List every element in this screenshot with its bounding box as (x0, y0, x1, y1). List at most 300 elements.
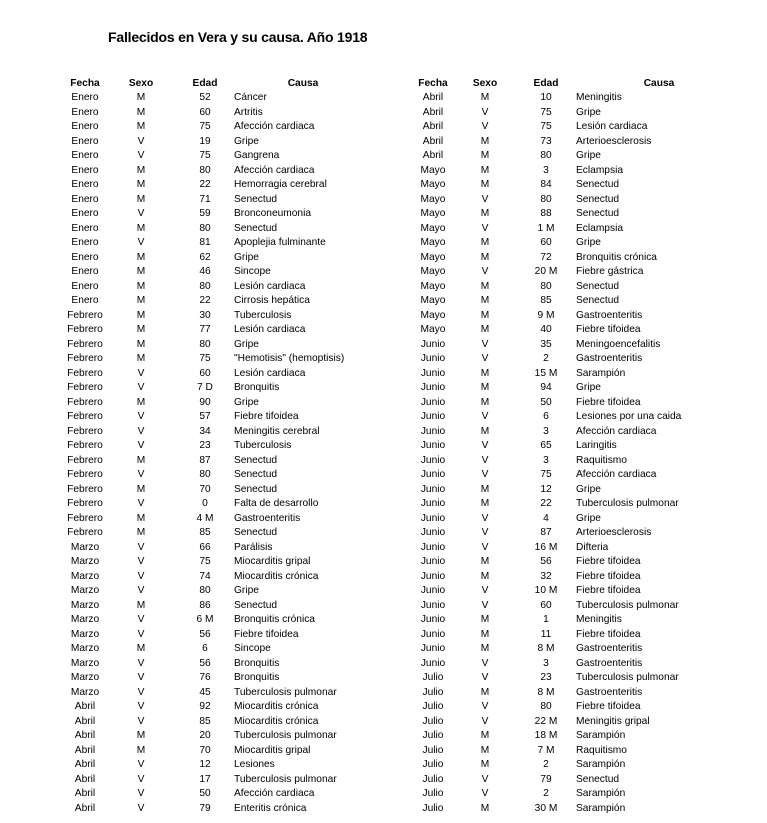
cell-edad: 50 (199, 788, 211, 799)
table-row (64, 744, 372, 759)
table-row (412, 758, 742, 773)
table-row (412, 294, 742, 309)
cell-edad: 57 (199, 411, 211, 422)
cell-sexo: M (480, 251, 490, 263)
cell-fecha: Febrero (67, 324, 103, 335)
cell-sexo: V (481, 106, 489, 118)
cell-causa: Miocarditis crónica (234, 570, 319, 582)
cell-edad: 56 (199, 657, 211, 669)
cell-fecha: Marzo (70, 672, 100, 683)
cell-edad: 75 (540, 121, 552, 132)
cell-edad: 2 (543, 759, 549, 770)
cell-fecha: Marzo (70, 657, 100, 669)
table-row (64, 338, 372, 353)
table-row (64, 686, 372, 701)
table-row (64, 367, 372, 382)
cell-sexo: V (137, 657, 145, 669)
cell-sexo: M (480, 628, 490, 640)
cell-fecha: Junio (420, 585, 446, 596)
cell-fecha: Febrero (67, 367, 103, 379)
cell-edad: 22 (540, 498, 552, 509)
table-row (64, 396, 372, 411)
cell-causa: Fiebre tifoidea (576, 570, 641, 582)
cell-sexo: M (480, 614, 490, 625)
table-row (412, 251, 742, 266)
cell-fecha: Junio (420, 657, 446, 669)
cell-sexo: M (480, 570, 490, 582)
cell-edad: 85 (199, 527, 211, 538)
cell-sexo: V (137, 208, 145, 219)
cell-causa: Fiebre gástrica (576, 266, 644, 277)
table-row (412, 454, 742, 469)
cell-fecha: Mayo (420, 193, 446, 205)
cell-sexo: M (136, 643, 146, 654)
cell-edad: 87 (540, 527, 552, 538)
cell-fecha: Julio (422, 686, 444, 698)
cell-causa: Senectud (234, 527, 278, 538)
cell-sexo: V (481, 222, 489, 234)
cell-causa: Gripe (234, 585, 259, 596)
cell-causa: Raquitismo (576, 454, 627, 466)
cell-fecha: Junio (420, 512, 446, 524)
cell-edad: 52 (199, 92, 211, 103)
cell-fecha: Febrero (67, 527, 103, 538)
cell-fecha: Mayo (420, 266, 446, 277)
table-row (412, 207, 742, 222)
cell-causa: Eclampsia (576, 164, 623, 176)
cell-sexo: V (137, 425, 145, 437)
table-row (412, 410, 742, 425)
cell-fecha: Febrero (67, 338, 103, 350)
cell-edad: 6 (543, 411, 549, 422)
table-row (64, 555, 372, 570)
table-row (64, 613, 372, 628)
cell-sexo: M (136, 744, 146, 756)
cell-sexo: V (481, 193, 489, 205)
cell-fecha: Junio (420, 527, 446, 538)
cell-sexo: M (480, 744, 490, 756)
cell-fecha: Junio (420, 440, 446, 451)
cell-sexo: V (481, 541, 489, 553)
cell-causa: Meningitis (576, 92, 622, 103)
cell-edad: 75 (540, 469, 552, 480)
cell-sexo: M (480, 179, 490, 190)
cell-causa: Gastroenteritis (576, 657, 643, 669)
cell-edad: 32 (540, 570, 552, 582)
cell-sexo: M (136, 179, 146, 190)
cell-sexo: V (137, 701, 145, 712)
cell-sexo: M (136, 295, 146, 306)
cell-edad: 46 (199, 266, 211, 277)
table-row (64, 526, 372, 541)
cell-sexo: M (480, 686, 490, 698)
cell-causa: Gripe (576, 150, 601, 161)
cell-fecha: Enero (71, 222, 99, 234)
cell-fecha: Enero (71, 280, 99, 292)
cell-sexo: V (137, 788, 145, 799)
cell-sexo: M (136, 338, 146, 350)
cell-sexo: V (137, 614, 145, 625)
cell-causa: Fiebre tifoidea (576, 324, 641, 335)
cell-causa: Bronquitis (234, 382, 280, 393)
cell-edad: 20 (199, 730, 211, 741)
cell-fecha: Abril (74, 773, 96, 785)
table-row (412, 468, 742, 483)
table-row (64, 439, 372, 454)
cell-edad: 1 M (537, 222, 555, 234)
cell-causa: Afección cardiaca (234, 164, 315, 176)
header-sexo: Sexo (128, 78, 154, 89)
cell-causa: Gripe (234, 251, 259, 263)
cell-sexo: V (137, 440, 145, 451)
cell-causa: Gripe (234, 135, 259, 147)
cell-causa: Sincope (234, 266, 271, 277)
cell-causa: Bronconeumonia (234, 208, 312, 219)
cell-causa: Fiebre tifoidea (576, 628, 641, 640)
cell-edad: 4 M (196, 512, 214, 524)
cell-causa: Senectud (234, 454, 278, 466)
cell-causa: Apoplejia fulminante (234, 237, 326, 248)
table-row (64, 178, 372, 193)
table-row (64, 236, 372, 251)
cell-sexo: V (481, 469, 489, 480)
cell-sexo: V (137, 759, 145, 770)
cell-causa: Bronquitis (234, 672, 280, 683)
table-row (64, 599, 372, 614)
cell-causa: Gripe (576, 237, 601, 248)
table-row (412, 787, 742, 802)
cell-causa: Afección cardiaca (576, 469, 657, 480)
cell-edad: 65 (540, 440, 552, 451)
cell-edad: 20 M (534, 266, 558, 277)
cell-causa: Parálisis (234, 541, 273, 553)
cell-edad: 90 (199, 396, 211, 408)
cell-edad: 60 (540, 237, 552, 248)
cell-sexo: M (136, 527, 146, 538)
cell-edad: 76 (199, 672, 211, 683)
cell-fecha: Marzo (70, 614, 100, 625)
header-fecha: Fecha (70, 78, 100, 89)
cell-fecha: Mayo (420, 280, 446, 292)
cell-causa: Artritis (234, 106, 263, 118)
table-row (64, 497, 372, 512)
cell-edad: 60 (540, 599, 552, 611)
cell-edad: 72 (540, 251, 552, 263)
cell-sexo: V (137, 585, 145, 596)
cell-causa: Difteria (576, 541, 609, 553)
cell-causa: Tuberculosis pulmonar (576, 498, 679, 509)
table-row (64, 193, 372, 208)
cell-fecha: Junio (420, 382, 446, 393)
cell-causa: Gripe (576, 512, 601, 524)
cell-causa: Sincope (234, 643, 271, 654)
cell-fecha: Febrero (67, 512, 103, 524)
cell-causa: Bronquitis crónica (576, 251, 657, 263)
cell-fecha: Abril (74, 759, 96, 770)
table-row (412, 265, 742, 280)
cell-sexo: M (136, 266, 146, 277)
cell-causa: Enteritis crónica (234, 802, 307, 814)
cell-causa: Senectud (576, 295, 620, 306)
cell-edad: 1 (543, 614, 549, 625)
cell-fecha: Marzo (70, 585, 100, 596)
cell-sexo: V (481, 773, 489, 785)
cell-edad: 56 (540, 556, 552, 567)
cell-sexo: M (136, 193, 146, 205)
table-row (412, 135, 742, 150)
cell-fecha: Marzo (70, 570, 100, 582)
cell-edad: 34 (199, 425, 211, 437)
header-causa: Causa (287, 78, 319, 89)
cell-sexo: V (481, 440, 489, 451)
cell-causa: Arterioesclerosis (576, 527, 652, 538)
cell-sexo: M (480, 498, 490, 509)
cell-fecha: Junio (420, 614, 446, 625)
cell-fecha: Junio (420, 454, 446, 466)
cell-fecha: Mayo (420, 237, 446, 248)
cell-edad: 3 (543, 425, 549, 437)
cell-fecha: Junio (420, 498, 446, 509)
cell-fecha: Marzo (70, 643, 100, 654)
cell-sexo: V (481, 121, 489, 132)
cell-sexo: M (480, 382, 490, 393)
cell-fecha: Junio (420, 570, 446, 582)
table-row (412, 526, 742, 541)
cell-edad: 30 M (534, 802, 558, 814)
cell-causa: Senectud (234, 599, 278, 611)
cell-edad: 40 (540, 324, 552, 335)
cell-fecha: Junio (420, 425, 446, 437)
cell-edad: 71 (199, 193, 211, 205)
cell-causa: Afección cardiaca (234, 121, 315, 132)
header-edad: Edad (533, 78, 559, 89)
cell-sexo: V (481, 527, 489, 538)
cell-fecha: Julio (422, 773, 444, 785)
cell-causa: Eclampsia (576, 222, 623, 234)
cell-edad: 59 (199, 208, 211, 219)
cell-sexo: M (136, 483, 146, 495)
cell-causa: Falta de desarrollo (234, 498, 319, 509)
cell-edad: 80 (199, 164, 211, 176)
cell-edad: 30 (199, 309, 211, 321)
cell-causa: Gastroenteritis (576, 353, 643, 364)
cell-edad: 80 (199, 585, 211, 596)
deaths-table-right (412, 76, 742, 816)
cell-edad: 92 (199, 701, 211, 712)
cell-causa: Sarampión (576, 788, 626, 799)
cell-sexo: M (136, 324, 146, 335)
cell-sexo: V (137, 628, 145, 640)
table-row (412, 323, 742, 338)
cell-causa: Senectud (234, 222, 278, 234)
cell-edad: 81 (199, 237, 211, 248)
cell-fecha: Marzo (70, 686, 100, 698)
cell-edad: 4 (543, 512, 549, 524)
cell-sexo: M (480, 150, 490, 161)
cell-fecha: Enero (71, 106, 99, 118)
cell-sexo: M (136, 512, 146, 524)
cell-causa: Arterioesclerosis (576, 135, 652, 147)
cell-sexo: M (480, 237, 490, 248)
cell-fecha: Mayo (420, 295, 446, 306)
cell-edad: 80 (199, 222, 211, 234)
cell-edad: 23 (540, 672, 552, 683)
cell-causa: Senectud (576, 179, 620, 190)
cell-edad: 84 (540, 179, 552, 190)
cell-fecha: Julio (422, 744, 444, 756)
cell-edad: 85 (199, 715, 211, 727)
cell-causa: Gripe (576, 106, 601, 118)
cell-fecha: Enero (71, 92, 99, 103)
cell-sexo: M (480, 92, 490, 103)
cell-fecha: Febrero (67, 411, 103, 422)
cell-fecha: Enero (71, 208, 99, 219)
cell-causa: Lesión cardiaca (576, 121, 648, 132)
cell-fecha: Abril (422, 150, 444, 161)
table-row (412, 396, 742, 411)
cell-sexo: M (480, 802, 490, 814)
cell-causa: Tuberculosis pulmonar (234, 773, 337, 785)
cell-sexo: V (481, 788, 489, 799)
table-row (64, 584, 372, 599)
table-row (412, 149, 742, 164)
cell-sexo: M (480, 759, 490, 770)
cell-sexo: V (481, 353, 489, 364)
table-row (64, 758, 372, 773)
cell-causa: Meningitis cerebral (234, 425, 320, 437)
cell-causa: Bronquitis (234, 657, 280, 669)
cell-edad: 22 (199, 295, 211, 306)
header-edad: Edad (192, 78, 218, 89)
cell-causa: Afección cardiaca (234, 788, 315, 799)
cell-causa: Raquitismo (576, 744, 627, 756)
table-row (64, 91, 372, 106)
cell-edad: 60 (199, 106, 211, 118)
cell-edad: 73 (540, 135, 552, 147)
cell-causa: Gripe (234, 396, 259, 408)
cell-sexo: V (481, 454, 489, 466)
cell-edad: 10 (540, 92, 552, 103)
cell-fecha: Febrero (67, 425, 103, 437)
cell-sexo: M (136, 396, 146, 408)
table-row (412, 178, 742, 193)
cell-edad: 19 (199, 135, 211, 147)
cell-sexo: M (480, 295, 490, 306)
cell-fecha: Febrero (67, 454, 103, 466)
cell-sexo: M (136, 599, 146, 611)
cell-sexo: M (480, 396, 490, 408)
table-header-row (64, 76, 372, 91)
cell-sexo: V (481, 266, 489, 277)
cell-causa: Sarampión (576, 730, 626, 741)
cell-fecha: Abril (422, 106, 444, 118)
cell-fecha: Mayo (420, 324, 446, 335)
cell-edad: 3 (543, 454, 549, 466)
table-row (64, 570, 372, 585)
cell-causa: Fiebre tifoidea (576, 396, 641, 408)
cell-sexo: V (137, 498, 145, 509)
cell-edad: 2 (543, 353, 549, 364)
table-row (412, 439, 742, 454)
cell-fecha: Enero (71, 237, 99, 248)
cell-sexo: M (480, 643, 490, 654)
cell-causa: Senectud (234, 469, 278, 480)
cell-causa: Laringitis (576, 440, 617, 451)
cell-edad: 45 (199, 686, 211, 698)
cell-sexo: V (481, 599, 489, 611)
cell-causa: Senectud (234, 193, 278, 205)
cell-edad: 70 (199, 483, 211, 495)
table-row (64, 671, 372, 686)
cell-fecha: Abril (422, 92, 444, 103)
cell-fecha: Febrero (67, 498, 103, 509)
cell-edad: 80 (540, 150, 552, 161)
cell-edad: 11 (540, 628, 552, 640)
cell-fecha: Enero (71, 266, 99, 277)
cell-sexo: M (480, 556, 490, 567)
cell-sexo: V (137, 367, 145, 379)
cell-causa: Cáncer (234, 92, 267, 103)
cell-edad: 80 (199, 338, 211, 350)
table-row (412, 425, 742, 440)
cell-edad: 62 (199, 251, 211, 263)
table-row (412, 541, 742, 556)
cell-fecha: Abril (74, 701, 96, 712)
cell-edad: 12 (540, 483, 552, 495)
table-row (64, 120, 372, 135)
cell-fecha: Enero (71, 121, 99, 132)
table-row (64, 468, 372, 483)
cell-edad: 80 (540, 280, 552, 292)
cell-edad: 18 M (534, 730, 558, 741)
cell-causa: Tuberculosis (234, 309, 292, 321)
table-row (412, 715, 742, 730)
cell-fecha: Mayo (420, 208, 446, 219)
table-row (412, 222, 742, 237)
table-row (412, 642, 742, 657)
table-row (412, 483, 742, 498)
table-row (64, 381, 372, 396)
cell-fecha: Mayo (420, 222, 446, 234)
cell-edad: 3 (543, 657, 549, 669)
table-row (64, 642, 372, 657)
table-row (412, 613, 742, 628)
cell-fecha: Febrero (67, 469, 103, 480)
cell-fecha: Abril (74, 788, 96, 799)
cell-edad: 7 M (537, 744, 555, 756)
cell-fecha: Abril (74, 715, 96, 727)
cell-sexo: V (481, 411, 489, 422)
table-row (412, 671, 742, 686)
cell-fecha: Julio (422, 788, 444, 799)
table-row (64, 251, 372, 266)
table-row (64, 657, 372, 672)
cell-fecha: Enero (71, 193, 99, 205)
cell-fecha: Mayo (420, 309, 446, 321)
cell-fecha: Junio (420, 469, 446, 480)
cell-causa: Miocarditis crónica (234, 715, 319, 727)
table-row (412, 599, 742, 614)
table-row (64, 309, 372, 324)
cell-fecha: Enero (71, 179, 99, 190)
cell-causa: Fiebre tifoidea (234, 628, 299, 640)
cell-causa: Senectud (234, 483, 278, 495)
table-row (412, 367, 742, 382)
table-row (64, 265, 372, 280)
cell-causa: Gripe (576, 382, 601, 393)
cell-causa: Afección cardiaca (576, 425, 657, 437)
cell-causa: Fiebre tifoidea (234, 411, 299, 422)
